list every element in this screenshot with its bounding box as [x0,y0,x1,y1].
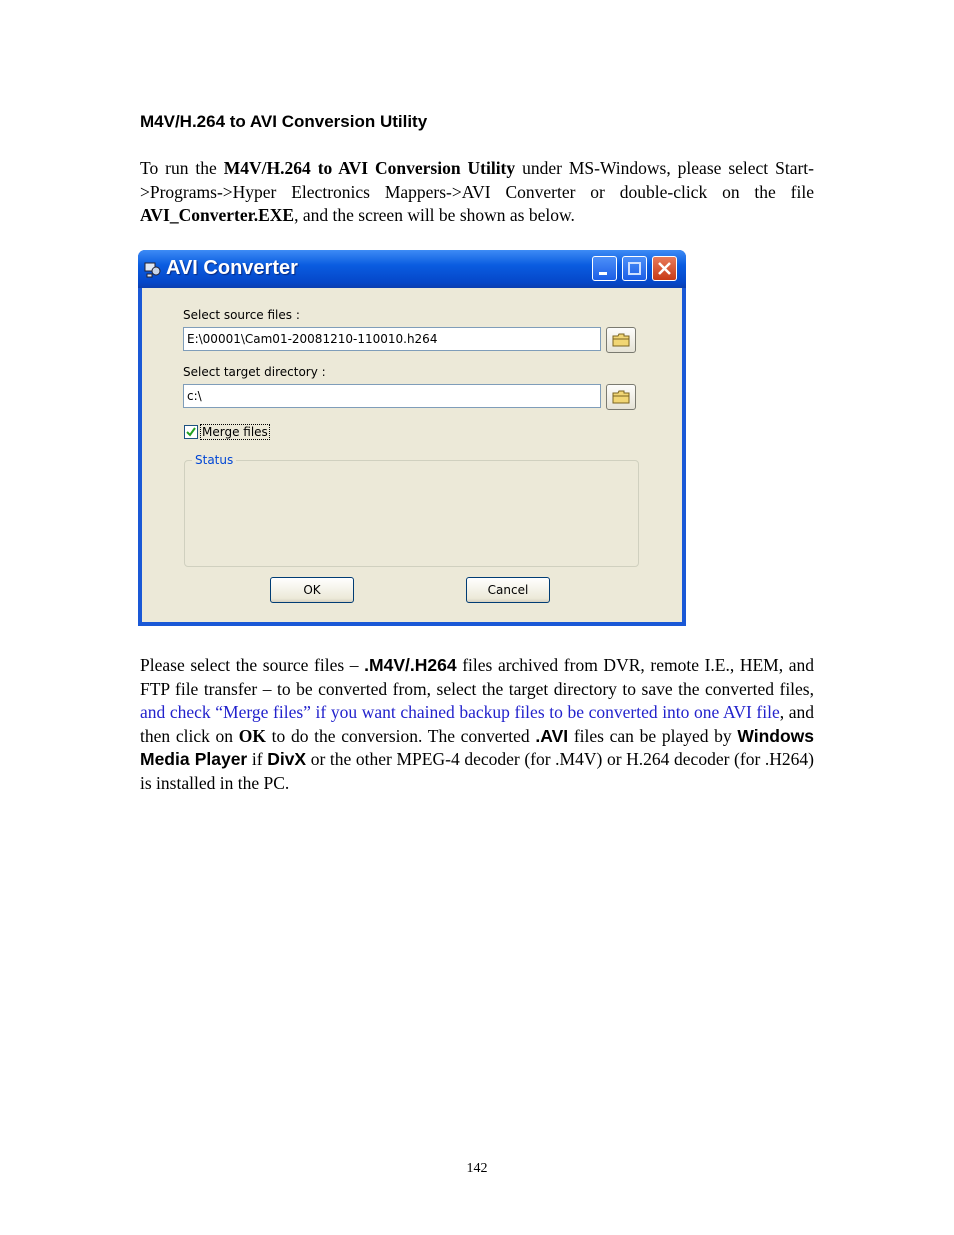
desc-avi: .AVI [535,725,569,746]
maximize-icon [623,257,646,280]
intro-text-1: To run the [140,158,224,178]
app-icon [144,260,162,278]
folder-icon [612,390,630,404]
folder-icon [612,333,630,347]
desc-text-5: files can be played by [568,725,738,746]
minimize-button[interactable] [592,256,617,281]
desc-text-2: files archived from DVR, remote I.E., HEM, and FTP file transfer – to be converted from, select the target directory to save the converted files, [140,655,814,699]
status-groupbox [184,460,639,567]
target-directory-input[interactable]: c:\ [183,384,601,408]
browse-source-button[interactable] [606,327,636,353]
desc-divx: DivX [267,749,307,769]
section-heading: M4V/H.264 to AVI Conversion Utility [140,112,428,131]
window-title: AVI Converter [166,257,298,279]
ok-button[interactable]: OK [270,577,354,603]
intro-exe-name: AVI_Converter.EXE [140,205,295,225]
browse-target-button[interactable] [606,384,636,410]
window-titlebar[interactable] [138,250,686,288]
intro-paragraph [140,157,814,228]
page-number: 142 [466,1161,488,1176]
desc-wmp: Windows Media Player [140,725,815,769]
cancel-button[interactable]: Cancel [466,577,550,603]
desc-text-7: or the other MPEG-4 decoder (for .M4V) or H.264 decoder (for .H264) is installed in the PC. [140,749,814,793]
close-icon [653,257,676,280]
source-files-label: Select source files : [183,308,300,322]
avi-converter-window [138,250,686,626]
source-files-input[interactable]: E:\00001\Cam01-20081210-110010.h264 [183,327,601,351]
minimize-icon [593,257,616,280]
desc-file-types: .M4V/.H264 [364,655,457,675]
intro-text-2: under MS-Windows, please select Start->Programs->Hyper Electronics Mappers->AVI Converter or double-click on the file [140,158,814,202]
merge-files-checkbox[interactable] [184,425,198,439]
desc-text-3: , and then click on [140,702,814,746]
maximize-button[interactable] [622,256,647,281]
desc-text-4: to do the conversion. The converted [265,725,536,746]
target-directory-label: Select target directory : [183,365,326,379]
desc-ok: OK [238,725,266,746]
checkmark-icon [185,426,197,438]
dialog-body [142,288,682,622]
desc-text-1: Please select the source files – [140,655,365,675]
intro-text-3: , and the screen will be shown as below. [294,205,575,225]
status-group-title: Status [192,453,236,467]
intro-utility-name: M4V/H.264 to AVI Conversion Utility [223,158,516,178]
desc-text-6: if [247,749,268,769]
close-button[interactable] [652,256,677,281]
desc-merge-note: and check “Merge files” if you want chained backup files to be converted into one AVI file [140,702,780,722]
description-paragraph [140,654,814,795]
merge-files-label[interactable]: Merge files [202,425,268,439]
